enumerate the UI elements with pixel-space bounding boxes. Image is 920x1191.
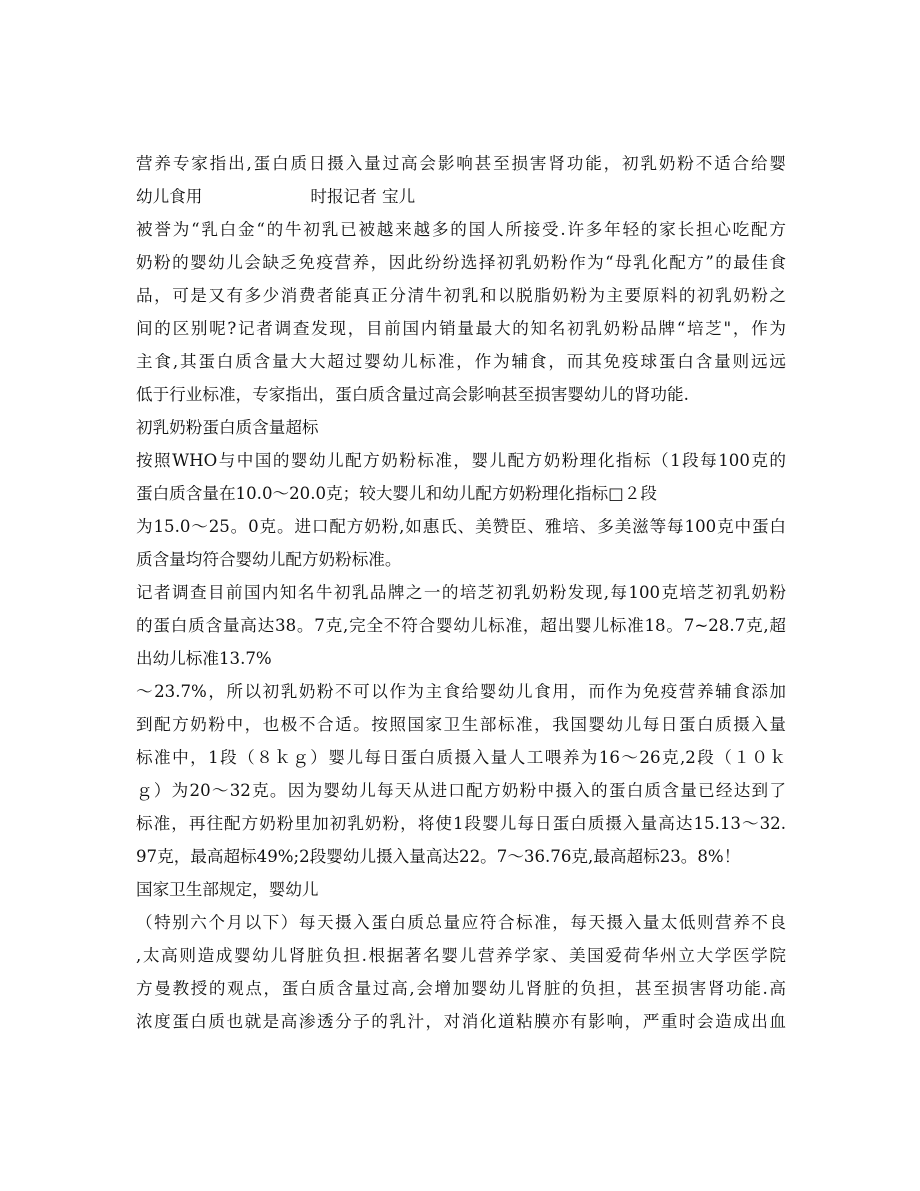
paragraph-1-line: 品，可是又有多少消费者能真正分清牛初乳和以脱脂奶粉为主要原料的初乳奶粉之 bbox=[136, 286, 786, 305]
paragraph-4-line: 97克，最高超标49%;2段婴幼儿摄入量高达22。7～36.76克,最高超标23。8%！ bbox=[136, 847, 741, 866]
paragraph-6-line: （特别六个月以下）每天摄入蛋白质总量应符合标准，每天摄入量太低则营养不良 bbox=[136, 913, 786, 932]
paragraph-1-line: 被誉为“乳白金“的牛初乳已被越来越多的国人所接受.许多年轻的家长担心吃配方 bbox=[136, 220, 786, 239]
paragraph-1-line: 奶粉的婴幼儿会缺乏免疫营养，因此纷纷选择初乳奶粉作为“母乳化配方”的最佳食 bbox=[136, 253, 786, 272]
paragraph-2-line: 为15.0～25。0克。进口配方奶粉,如惠氏、美赞臣、雅培、多美滋等每100克中蛋白 bbox=[136, 517, 786, 536]
paragraph-1-line: 主食,其蛋白质含量大大超过婴幼儿标准，作为辅食，而其免疫球蛋白含量则远远 bbox=[136, 352, 786, 371]
paragraph-3-line: 出幼儿标准13.7% bbox=[136, 649, 272, 668]
paragraph-2-line: 蛋白质含量在10.0～20.0克；较大婴儿和幼儿配方奶粉理化指标□２段 bbox=[136, 484, 658, 503]
paragraph-6-line: ,太高则造成婴幼儿肾脏负担.根据著名婴儿营养学家、美国爱荷华州立大学医学院 bbox=[136, 946, 786, 965]
paragraph-4-line: 到配方奶粉中，也极不合适。按照国家卫生部标准，我国婴幼儿每日蛋白质摄入量 bbox=[136, 715, 786, 734]
title-line-1: 营养专家指出,蛋白质日摄入量过高会影响甚至损害肾功能，初乳奶粉不适合给婴 bbox=[136, 154, 786, 173]
paragraph-5-line: 国家卫生部规定，婴幼儿 bbox=[136, 880, 319, 899]
paragraph-3-line: 的蛋白质含量高达38。7克,完全不符合婴幼儿标准，超出婴儿标准18。7~28.7克,超 bbox=[136, 616, 786, 635]
paragraph-3-line: 记者调查目前国内知名牛初乳品牌之一的培芝初乳奶粉发现,每100克培芝初乳奶粉 bbox=[136, 583, 786, 602]
paragraph-6-line: 浓度蛋白质也就是高渗透分子的乳汁，对消化道粘膜亦有影响，严重时会造成出血 bbox=[136, 1012, 786, 1031]
byline: 时报记者 宝儿 bbox=[310, 187, 416, 206]
title-suffix: 幼儿食用 bbox=[136, 187, 203, 206]
paragraph-4-line: 标准，再往配方奶粉里加初乳奶粉，将使1段婴儿每日蛋白质摄入量高达15.13～32. bbox=[136, 814, 786, 833]
paragraph-4-line: ｇ）为20～32克。因为婴幼儿每天从进口配方奶粉中摄入的蛋白质含量已经达到了 bbox=[136, 781, 786, 800]
paragraph-6-line: 方曼教授的观点，蛋白质含量过高,会增加婴幼儿肾脏的负担，甚至损害肾功能.高 bbox=[136, 979, 786, 998]
paragraph-4-line: ～23.7%，所以初乳奶粉不可以作为主食给婴幼儿食用，而作为免疫营养辅食添加 bbox=[136, 682, 786, 701]
paragraph-2-line: 质含量均符合婴幼儿配方奶粉标准。 bbox=[136, 550, 402, 569]
document-body bbox=[136, 147, 786, 1038]
section-heading: 初乳奶粉蛋白质含量超标 bbox=[136, 418, 319, 437]
paragraph-1-line: 间的区别呢?记者调查发现，目前国内销量最大的知名初乳奶粉品牌“培芝"，作为 bbox=[136, 319, 786, 338]
paragraph-2-line: 按照WHO与中国的婴幼儿配方奶粉标准，婴儿配方奶粉理化指标（1段每100克的 bbox=[136, 451, 786, 470]
paragraph-1-line: 低于行业标准，专家指出，蛋白质含量过高会影响甚至损害婴幼儿的肾功能. bbox=[136, 385, 689, 404]
paragraph-4-line: 标准中，1段（８ｋｇ）婴儿每日蛋白质摄入量人工喂养为16～26克,2段（１０ｋ bbox=[136, 748, 786, 767]
title-line-2 bbox=[136, 180, 786, 213]
